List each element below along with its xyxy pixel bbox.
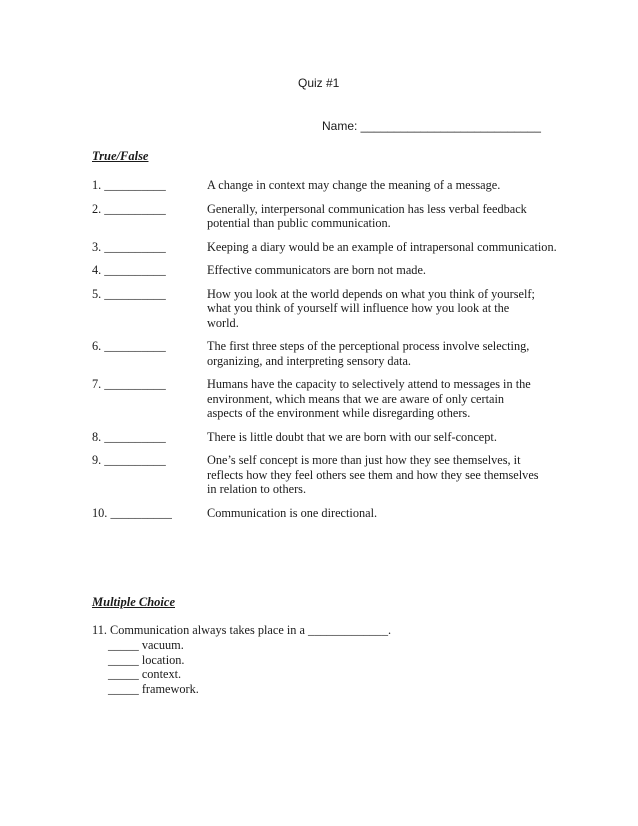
true-false-heading: True/False: [92, 149, 149, 163]
answer-option: _____ context.: [108, 667, 182, 681]
item-number-blank: 10. __________: [92, 505, 172, 520]
statement-line: Effective communicators are born not made.: [207, 263, 426, 277]
true-false-item: [92, 287, 592, 331]
true-false-item: [92, 453, 592, 497]
answer-option: _____ vacuum.: [108, 638, 184, 652]
answer-option: _____ location.: [108, 652, 185, 667]
item-statement: [207, 202, 592, 231]
item-statement: [207, 339, 592, 368]
statement-line: organizing, and interpreting sensory data.: [207, 353, 411, 368]
true-false-item: [92, 263, 592, 278]
statement-line: Keeping a diary would be an example of intrapersonal communication.: [207, 239, 557, 254]
item-statement: [207, 263, 592, 278]
statement-line: world.: [207, 315, 239, 330]
item-statement: [207, 453, 592, 497]
question-11-options: [108, 638, 199, 696]
statement-line: potential than public communication.: [207, 216, 391, 230]
item-number-blank: 9. __________: [92, 453, 166, 467]
statement-line: There is little doubt that we are born with our self-concept.: [207, 429, 497, 444]
item-statement: [207, 240, 592, 255]
statement-line: environment, which means that we are aware of only certain: [207, 391, 505, 406]
item-number-blank: 6. __________: [92, 339, 166, 353]
quiz-title: Quiz #1: [298, 76, 340, 90]
item-statement: [207, 287, 592, 331]
statement-line: The first three steps of the perceptional process involve selecting,: [207, 339, 530, 353]
question-11: 11. Communication always takes place in a _____________.: [92, 623, 392, 637]
statement-line: aspects of the environment while disregarding others.: [207, 406, 471, 420]
true-false-item: [92, 178, 592, 193]
item-number-blank: 7. __________: [92, 377, 166, 391]
true-false-item: [92, 430, 592, 445]
item-number-blank: 2. __________: [92, 201, 166, 216]
statement-line: Generally, interpersonal communication has less verbal feedback: [207, 201, 527, 216]
item-number-blank: 4. __________: [92, 263, 166, 277]
statement-line: How you look at the world depends on what you think of yourself;: [207, 286, 535, 301]
statement-line: in relation to others.: [207, 482, 307, 496]
name-field-line: Name: ___________________________: [322, 119, 541, 133]
statement-line: A change in context may change the meaning of a message.: [207, 178, 501, 192]
item-statement: [207, 506, 592, 521]
statement-line: Humans have the capacity to selectively attend to messages in the: [207, 377, 531, 391]
item-statement: [207, 178, 592, 193]
item-number-blank: 3. __________: [92, 239, 166, 254]
answer-option: _____ framework.: [108, 681, 199, 696]
item-number-blank: 5. __________: [92, 286, 166, 301]
statement-line: what you think of yourself will influence how you look at the: [207, 301, 510, 315]
item-number-blank: 8. __________: [92, 429, 166, 444]
item-number-blank: 1. __________: [92, 178, 166, 192]
item-statement: [207, 430, 592, 445]
statement-line: One’s self concept is more than just how they see themselves, it: [207, 453, 521, 467]
item-statement: [207, 377, 592, 421]
true-false-item: [92, 202, 592, 231]
true-false-item: [92, 506, 592, 521]
true-false-item: [92, 377, 592, 421]
true-false-item: [92, 240, 592, 255]
true-false-list: [92, 178, 592, 520]
statement-line: reflects how they feel others see them and how they see themselves: [207, 467, 539, 482]
multiple-choice-heading: Multiple Choice: [92, 595, 175, 609]
true-false-item: [92, 339, 592, 368]
statement-line: Communication is one directional.: [207, 505, 378, 520]
